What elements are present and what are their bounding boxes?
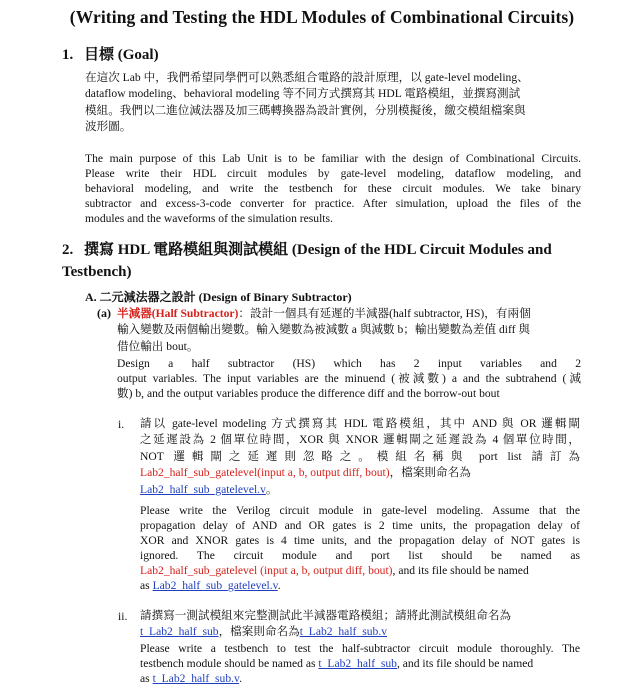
section-1-chinese-paragraph — [85, 70, 581, 136]
paragraph-line — [140, 657, 580, 672]
testbench-file-link[interactable]: t_Lab2_half_sub.v — [152, 671, 240, 685]
paragraph-text: . — [239, 671, 242, 685]
document-title: (Writing and Testing the HDL Modules of Combinational Circuits) — [69, 7, 575, 27]
paragraph-line — [140, 672, 580, 687]
paragraph-text: 。 — [265, 482, 278, 496]
item-a-label: (a) — [97, 306, 111, 320]
paragraph-text: , and its file should be named — [396, 656, 534, 670]
section-2-title-line-2: Testbench) — [62, 264, 132, 280]
section-1-heading — [62, 44, 159, 66]
paragraph-line: behavioral modeling, and write the testbench for these circuit modules. We take binary — [85, 181, 581, 195]
file-name-link[interactable]: Lab2_half_sub_gatelevel.v — [152, 578, 278, 592]
section-2-heading — [62, 239, 584, 283]
section-1-number: 1. — [62, 47, 74, 63]
testbench-name-link[interactable]: t_Lab2_half_sub — [140, 625, 219, 639]
paragraph-line: 之延遲設為 2 個單位時間，XOR 與 XNOR 邏輯閘之延遲設為 4 個單位時間， — [140, 433, 580, 447]
item-ii-chinese — [140, 608, 580, 641]
module-name-link[interactable]: Lab2_half_sub_gatelevel(input a, b, output diff, bout) — [140, 466, 390, 480]
paragraph-line — [140, 465, 580, 481]
subsection-a-title: 二元減法器之設計 (Design of Binary Subtractor) — [99, 290, 352, 304]
item-a-english — [117, 357, 581, 402]
paragraph-text: , and its file should be named — [392, 563, 529, 577]
section-2-title-line-1: 撰寫 HDL 電路模組與測試模組 (Design of the HDL Circuit Modules and — [84, 242, 552, 258]
paragraph-line — [140, 579, 580, 594]
testbench-file-link[interactable]: t_Lab2_half_sub.v — [299, 625, 388, 639]
paragraph-text: ，檔案則命名為 — [389, 466, 471, 480]
paragraph-text: testbench module should be named as — [140, 656, 316, 670]
item-a-chinese — [117, 306, 581, 355]
paragraph-line: subtractor and excess-3-code converter for practice. After simulation, upload the files of the — [85, 196, 581, 210]
paragraph-line: NOT 邏輯閘之延遲則忽略之。模組名稱與 port list 請訂為 — [140, 449, 580, 463]
paragraph-line: modules and the waveforms of the simulation results. — [85, 211, 333, 225]
paragraph-line: 模組。我們以二進位減法器及加三碼轉換器為設計實例，分別模擬後，繳交模組檔案與 — [85, 103, 526, 117]
paragraph-line: 請撰寫一測試模組來完整測試此半減器電路模組；請將此測試模組命名為 — [140, 609, 512, 622]
paragraph-line — [140, 624, 580, 640]
item-ii-english — [140, 642, 580, 687]
item-i-label: i. — [118, 418, 125, 431]
paragraph-line: 請以 gate-level modeling 方式撰寫其 HDL 電路模組，其中 AND 與 OR 邏輯閘 — [140, 417, 580, 430]
paragraph-line: 在這次 Lab 中，我們希望同學們可以熟悉組合電路的設計原理，以 gate-level modeling、 — [85, 71, 529, 84]
paragraph-line: 輸入變數及兩個輸出變數。輸入變數為被減數 a 與減數 b；輸出變數為差值 diff 與 — [117, 323, 530, 337]
section-1-title: 目標 (Goal) — [84, 47, 159, 63]
module-name-link[interactable]: Lab2_half_sub_gatelevel (input a, b, output diff, bout) — [140, 563, 393, 577]
paragraph-line: XOR and XNOR gates is 4 time units, and the propagation delay of NOT gates is — [140, 533, 580, 547]
testbench-name-link[interactable]: t_Lab2_half_sub — [318, 656, 397, 670]
paragraph-line: Please write a testbench to test the half-subtractor circuit module thoroughly. The — [140, 642, 580, 655]
subsection-a-heading — [85, 289, 352, 305]
item-i-chinese — [140, 416, 580, 498]
paragraph-line: The main purpose of this Lab Unit is to be familiar with the design of Combinational Circuits. — [85, 152, 581, 165]
paragraph-text: as — [140, 578, 150, 592]
paragraph-line: ignored. The circuit module and port list should be named as — [140, 548, 580, 562]
paragraph-text: . — [277, 578, 281, 592]
paragraph-line: output variables. The input variables are the minuend (被減數) a and the subtrahend (減 — [117, 371, 581, 385]
paragraph-line: 波形圖。 — [85, 120, 132, 134]
half-subtractor-term: 半減器(Half Subtractor) — [117, 307, 239, 320]
paragraph-line: propagation delay of AND and OR gates is 2 time units, the propagation delay of — [140, 518, 580, 532]
paragraph-text: ：設計一個具有延遲的半減器(half subtractor, HS)，有兩個 — [238, 307, 531, 320]
item-ii-label: ii. — [118, 610, 128, 623]
paragraph-text: ，檔案則命名為 — [218, 625, 300, 639]
paragraph-text: as — [140, 671, 150, 685]
paragraph-line — [117, 306, 581, 322]
paragraph-line: 借位輸出 bout。 — [117, 339, 199, 353]
section-2-number: 2. — [62, 242, 74, 258]
paragraph-line: dataflow modeling、behavioral modeling 等不同方式撰寫其 HDL 電路模組，並撰寫測試 — [85, 87, 521, 101]
file-name-link[interactable]: Lab2_half_sub_gatelevel.v — [140, 482, 266, 496]
paragraph-line — [140, 482, 580, 498]
paragraph-line — [140, 564, 580, 579]
section-1-english-paragraph — [85, 152, 581, 227]
paragraph-line: 數) b, and the output variables produce the difference diff and the borrow-out bout — [117, 386, 500, 400]
paragraph-line: Please write the Verilog circuit module in gate-level modeling. Assume that the — [140, 504, 580, 517]
paragraph-line: Design a half subtractor (HS) which has 2 input variables and 2 — [117, 357, 581, 370]
paragraph-line: Please write their HDL circuit modules by gate-level modeling, dataflow modeling, and — [85, 166, 581, 180]
item-i-english — [140, 504, 580, 593]
subsection-a-label: A. — [85, 290, 97, 304]
